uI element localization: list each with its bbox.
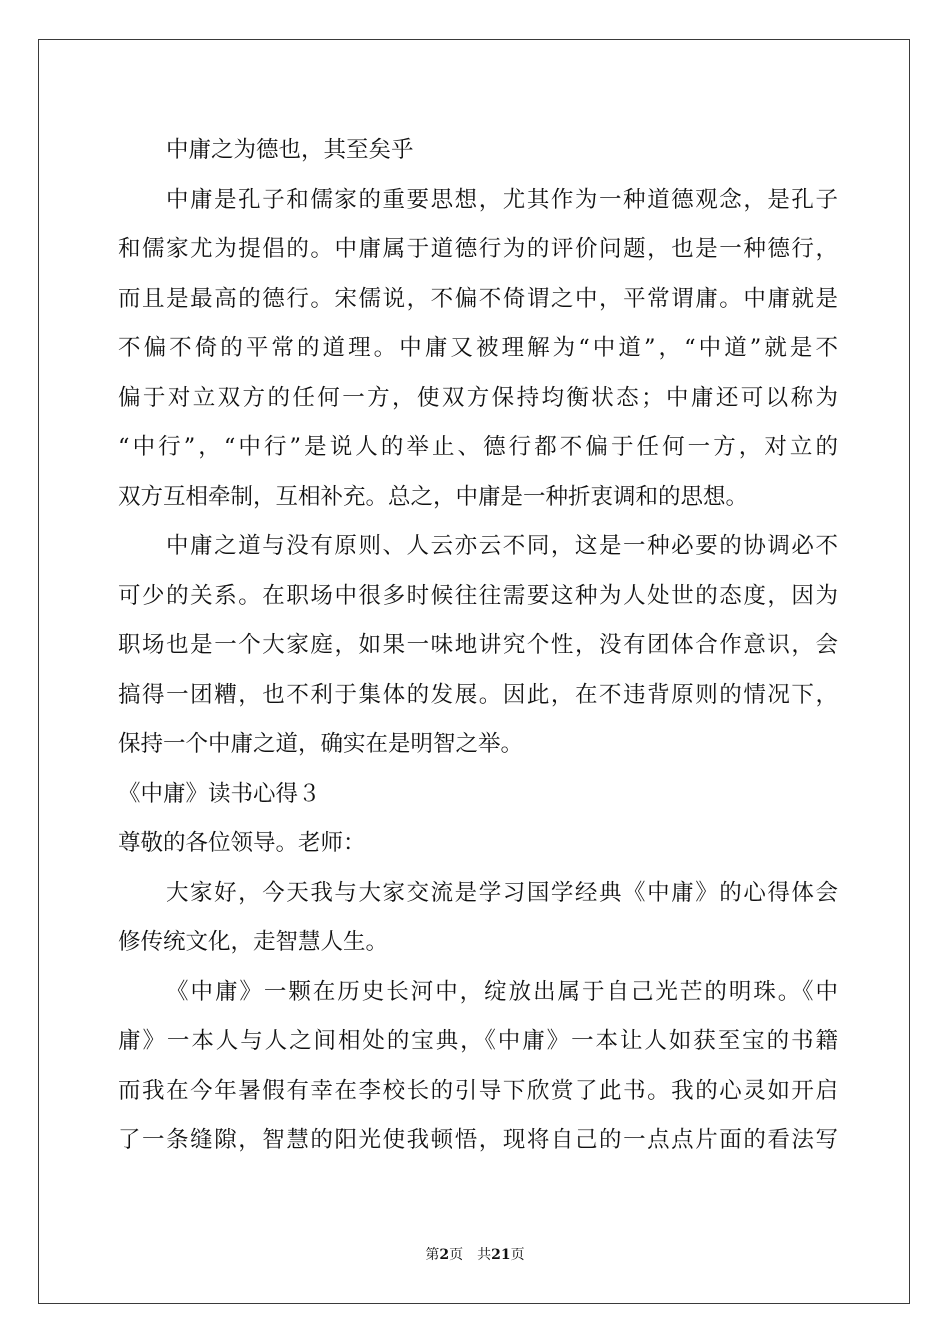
paragraph-line: 庸》一本人与人之间相处的宝典，《中庸》一本让人如获至宝的书籍: [118, 1028, 838, 1054]
paragraph-line: 偏于对立双方的任何一方，使双方保持均衡状态；中庸还可以称为: [118, 384, 838, 411]
paragraph-line: 搞得一团糟，也不利于集体的发展。因此，在不违背原则的情况下，: [118, 681, 838, 708]
total-page-count: 21: [491, 1247, 511, 1263]
paragraph-line: 中庸是孔子和儒家的重要思想，尤其作为一种道德观念，是孔子: [166, 186, 838, 213]
paragraph-line: 和儒家尤为提倡的。中庸属于道德行为的评价问题，也是一种德行，: [118, 236, 838, 262]
section-heading: 中庸之为德也，其至矣乎: [166, 137, 414, 163]
current-page-number: 2: [439, 1247, 450, 1263]
paragraph-line: 而且是最高的德行。宋儒说，不偏不倚谓之中，平常谓庸。中庸就是: [118, 285, 838, 312]
page-number-footer: [0, 1244, 950, 1264]
footer-suffix: 页: [510, 1247, 525, 1263]
footer-middle: 页 共: [449, 1247, 492, 1263]
paragraph-line: 不偏不倚的平常的道理。中庸又被理解为“中道”，“中道”就是不: [118, 335, 838, 361]
paragraph-line: 双方互相牵制，互相补充。总之，中庸是一种折衷调和的思想。: [118, 483, 749, 510]
article-title: 《中庸》读书心得３: [118, 780, 321, 807]
paragraph-line: 可少的关系。在职场中很多时候往往需要这种为人处世的态度，因为: [118, 582, 838, 609]
paragraph-line: 修传统文化，走智慧人生。: [118, 929, 389, 955]
paragraph-line: 而我在今年暑假有幸在李校长的引导下欣赏了此书。我的心灵如开启: [118, 1077, 838, 1104]
document-body: [118, 126, 838, 1166]
salutation: 尊敬的各位领导。老师：: [118, 830, 366, 856]
paragraph-line: 了一条缝隙，智慧的阳光使我顿悟，现将自己的一点点片面的看法写: [118, 1127, 838, 1153]
paragraph-line: 中庸之道与没有原则、人云亦云不同，这是一种必要的协调必不: [166, 533, 838, 559]
paragraph-line: 保持一个中庸之道，确实在是明智之举。: [118, 731, 524, 757]
paragraph-line: “中行”，“中行”是说人的举止、德行都不偏于任何一方，对立的: [118, 434, 838, 460]
paragraph-line: 《中庸》一颗在历史长河中，绽放出属于自己光芒的明珠。《中: [166, 978, 838, 1005]
footer-prefix: 第: [425, 1247, 440, 1263]
paragraph-line: 大家好，今天我与大家交流是学习国学经典《中庸》的心得体会: [166, 879, 838, 906]
paragraph-line: 职场也是一个大家庭，如果一味地讲究个性，没有团体合作意识，会: [118, 632, 838, 658]
